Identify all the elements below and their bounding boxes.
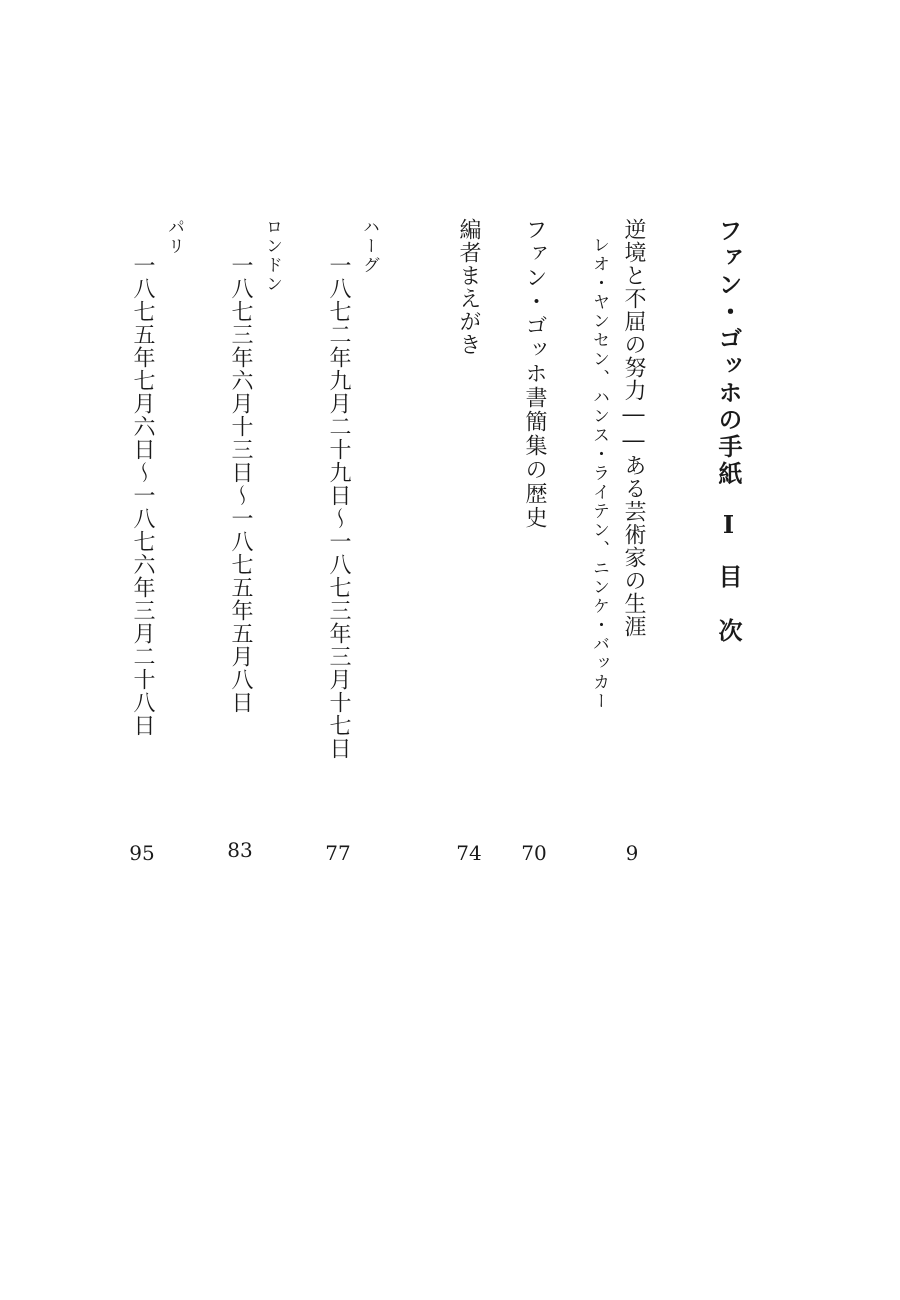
page-number: 83: [227, 838, 253, 862]
toc-entry-authors: レオ・ヤンセン、ハンス・ライテン、ニンケ・バッカー: [589, 236, 609, 711]
toc-entry-preface[interactable]: 編者まえがき: [456, 218, 481, 356]
contents-heading: 目 次: [714, 564, 743, 645]
toc-entry-essay[interactable]: 逆境と不屈の努力――ある芸術家の生涯: [621, 218, 646, 638]
toc-entry-paris-letters[interactable]: 一八七五年七月六日～一八七六年三月二十八日: [130, 254, 155, 737]
toc-entry-history[interactable]: ファン・ゴッホ書簡集の歴史: [522, 218, 547, 530]
toc-entry-hague-letters[interactable]: 一八七二年九月二十九日～一八七三年三月十七日: [326, 254, 351, 760]
section-heading-london: ロンドン: [262, 218, 282, 294]
page-title: [714, 218, 743, 645]
section-heading-paris: パリ: [164, 218, 184, 256]
volume-number: I: [714, 510, 743, 542]
page-number: 77: [325, 841, 351, 865]
page-number: 9: [625, 841, 639, 865]
page-number: 74: [456, 841, 482, 865]
book-title: ファン・ゴッホの手紙: [714, 218, 743, 488]
section-heading-hague: ハーグ: [359, 218, 379, 275]
page-number: 70: [521, 841, 547, 865]
page-number: 95: [129, 841, 155, 865]
toc-entry-london-letters[interactable]: 一八七三年六月十三日～一八七五年五月八日: [228, 254, 253, 714]
